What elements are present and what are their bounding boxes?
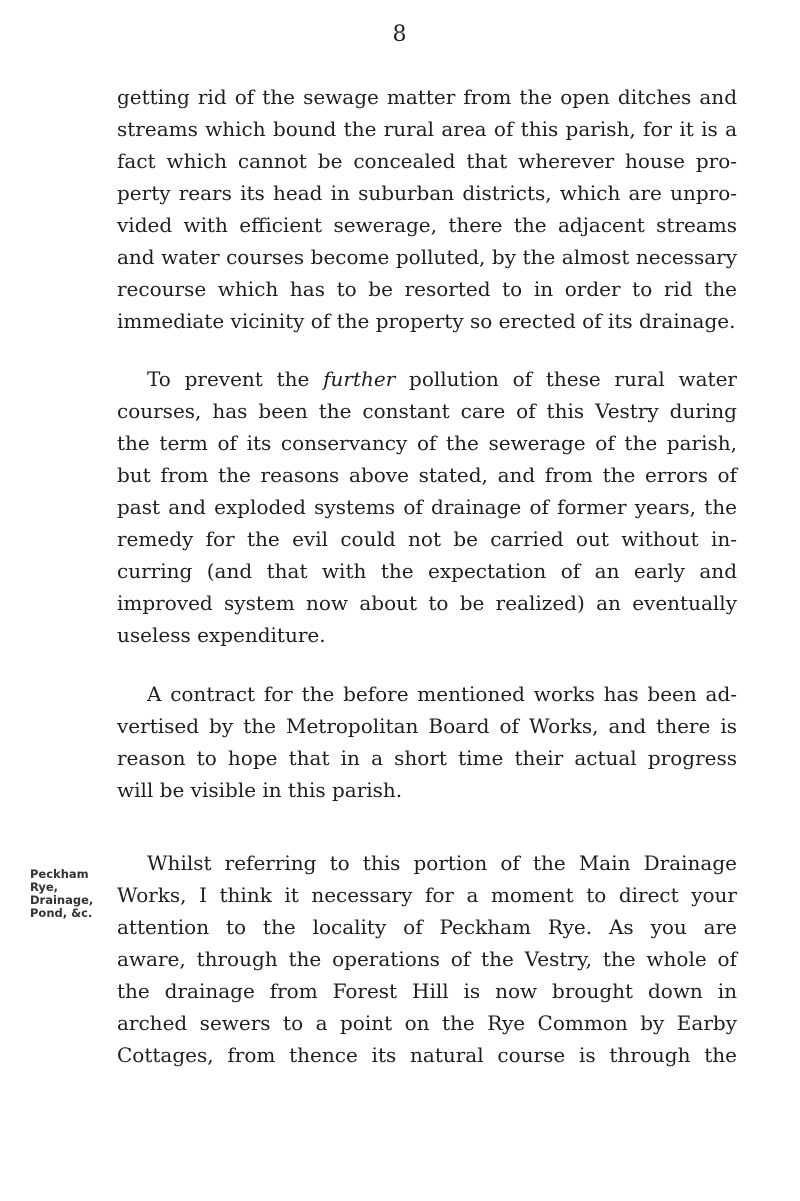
page-number: 8 xyxy=(392,22,408,47)
text-line: streams which bound the rural area of this parish, for it is a xyxy=(117,117,737,141)
text-line: Whilst referring to this portion of the Main Drainage xyxy=(147,851,737,875)
text-line: fact which cannot be concealed that wherever house pro- xyxy=(117,149,737,173)
text-line: Works, I think it necessary for a moment to direct your xyxy=(117,883,737,907)
text-line: the drainage from Forest Hill is now brought down in xyxy=(117,979,737,1003)
text-line xyxy=(147,369,737,389)
text-fragment: To prevent the xyxy=(147,367,310,391)
text-line: attention to the locality of Peckham Rye. As you are xyxy=(117,915,737,939)
text-line: but from the reasons above stated, and from the errors of xyxy=(117,463,737,487)
text-line: remedy for the evil could not be carried out without in- xyxy=(117,527,737,551)
text-line: aware, through the operations of the Vestry, the whole of xyxy=(117,947,737,971)
text-fragment: pollution of these rural water xyxy=(409,367,737,391)
text-line: recourse which has to be resorted to in order to rid the xyxy=(117,277,737,301)
text-line: Cottages, from thence its natural course is through the xyxy=(117,1043,737,1067)
text-line: past and exploded systems of drainage of former years, the xyxy=(117,495,737,519)
text-line: getting rid of the sewage matter from the open ditches and xyxy=(117,85,737,109)
text-line: curring (and that with the expectation of an early and xyxy=(117,559,737,583)
text-line: and water courses become polluted, by the almost necessary xyxy=(117,245,737,269)
text-line: vided with efficient sewerage, there the adjacent streams xyxy=(117,213,737,237)
margin-note-line: Peckham xyxy=(30,867,89,881)
margin-note-line: Drainage, xyxy=(30,893,94,907)
margin-note-line: Rye, xyxy=(30,880,59,894)
text-line: perty rears its head in suburban districts, which are unpro- xyxy=(117,181,737,205)
text-line: will be visible in this parish. xyxy=(117,778,403,802)
text-line: reason to hope that in a short time their actual progress xyxy=(117,746,737,770)
margin-note xyxy=(30,868,120,920)
text-line: improved system now about to be realized) an eventually xyxy=(117,591,737,615)
text-line: arched sewers to a point on the Rye Common by Earby xyxy=(117,1011,737,1035)
text-line: immediate vicinity of the property so erected of its drainage. xyxy=(117,309,736,333)
text-line: useless expenditure. xyxy=(117,623,326,647)
text-line: vertised by the Metropolitan Board of Works, and there is xyxy=(117,714,737,738)
text-line: the term of its conservancy of the sewerage of the parish, xyxy=(117,431,737,455)
text-line: courses, has been the constant care of this Vestry during xyxy=(117,399,737,423)
italic-word: further xyxy=(323,367,396,391)
margin-note-line: Pond, &c. xyxy=(30,906,93,920)
text-line: A contract for the before mentioned works has been ad- xyxy=(147,682,737,706)
